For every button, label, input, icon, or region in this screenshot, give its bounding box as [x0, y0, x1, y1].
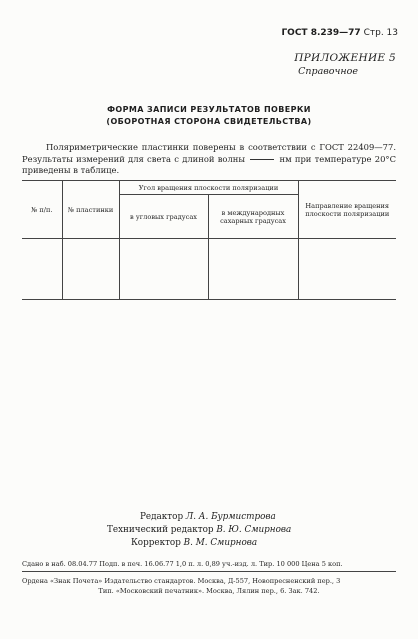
table-cell [208, 239, 298, 300]
signature-name: В. Ю. Смирнова [216, 525, 292, 535]
signature-role: Корректор [131, 538, 181, 548]
header-rotation-angle: Угол вращения плоскости поляризации [119, 181, 298, 195]
signature-role: Технический редактор [107, 525, 214, 535]
appendix-title: ПРИЛОЖЕНИЕ 5 [294, 52, 396, 64]
signature-name: В. М. Смирнова [183, 538, 258, 548]
table-header-row [22, 181, 396, 195]
signature-tech-editor [0, 525, 418, 535]
signature-name: Л. А. Бурмистрова [185, 512, 276, 522]
table-cell [22, 239, 62, 300]
header-sugar-degrees: в международных сахарных градусах [208, 195, 298, 239]
imprint-printer: Тип. «Московский печатник». Москва, Лялин пер., 6. Зак. 742. [98, 587, 320, 595]
header-plate: № пластинки [62, 181, 119, 239]
signature-editor [0, 512, 418, 522]
header-no: № п/п. [22, 181, 62, 239]
page-header [281, 28, 398, 38]
standard-number: ГОСТ 8.239—77 [281, 28, 361, 38]
intro-text-part1: Поляриметрические пластинки поверены в соответствии с ГОСТ 22409—77. Результаты измерений для света с длиной волны [22, 142, 396, 164]
imprint-publisher: Ордена «Знак Почета» Издательство стандартов. Москва, Д-557, Новопресненский пер., 3 [22, 577, 341, 585]
form-title-line1: ФОРМА ЗАПИСИ РЕЗУЛЬТАТОВ ПОВЕРКИ [107, 105, 311, 114]
intro-text-part2: нм при температуре 20°С приведены в таблице. [22, 153, 396, 175]
signature-proofreader [0, 538, 418, 548]
wavelength-blank [250, 159, 274, 160]
header-degrees: в угловых градусах [119, 195, 208, 239]
imprint-divider [22, 571, 396, 572]
table-cell [62, 239, 119, 300]
appendix-subtitle: Справочное [298, 66, 358, 77]
table-row [22, 239, 396, 300]
page-number: Стр. 13 [363, 28, 398, 38]
header-direction: Направление вращения плоскости поляризации [298, 181, 396, 239]
intro-paragraph [22, 142, 396, 177]
form-title-line2: (ОБОРОТНАЯ СТОРОНА СВИДЕТЕЛЬСТВА) [106, 117, 312, 126]
imprint-print-data: Сдано в наб. 08.04.77 Подп. в печ. 16.06.77 1,0 п. л. 0,89 уч.-изд. л. Тир. 10 000 Цена 5 коп. [22, 560, 343, 568]
results-table [22, 180, 396, 300]
table-cell [298, 239, 396, 300]
table-cell [119, 239, 208, 300]
signature-role: Редактор [140, 512, 184, 522]
